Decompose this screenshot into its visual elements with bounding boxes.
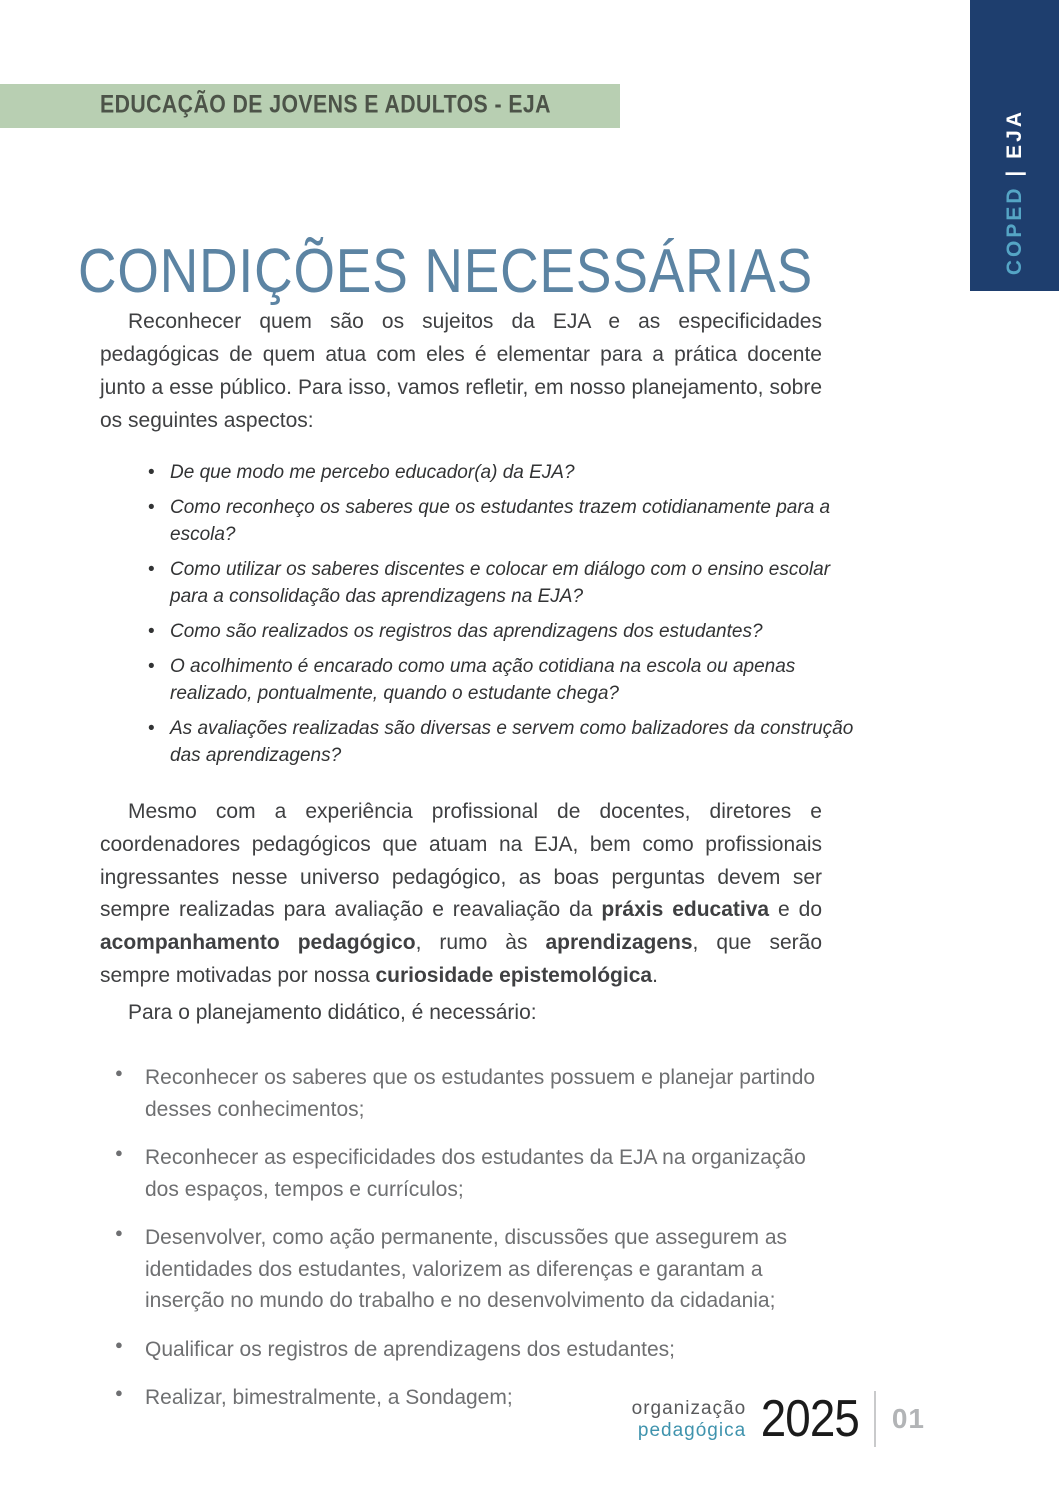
page-title: CONDIÇÕES NECESSÁRIAS	[78, 236, 814, 306]
side-tab-separator: |	[1002, 167, 1026, 177]
page-number: 01	[891, 1403, 925, 1434]
experience-paragraph: Mesmo com a experiência profissional de docentes, diretores e coordenadores pedagógicos que atuam na EJA, bem como profissionais ingressantes nesse universo pedagógico, as boas perguntas devem ser sempre realizadas para avaliação e reavaliação da práxis educativa e do acompanhamento pedagógico, rumo às aprendizagens, que serão sempre motivadas por nossa curiosidade epistemológica.	[100, 799, 822, 988]
requirement-item: ● Reconhecer os saberes que os estudantes possuem e planejar partindo desses conhecimentos;	[115, 1062, 822, 1125]
page-footer	[632, 1391, 925, 1447]
question-item: • As avaliações realizadas são diversas e servem como balizadores da construção das aprendizagens?	[148, 716, 860, 770]
question-item: • Como são realizados os registros das aprendizagens dos estudantes?	[148, 619, 860, 646]
question-item: • Como utilizar os saberes discentes e colocar em diálogo com o ensino escolar para a consolidação das aprendizagens na EJA?	[148, 557, 860, 611]
requirement-item: ● Desenvolver, como ação permanente, discussões que assegurem as identidades dos estudantes, valorizem as diferenças e garantam a inserção no mundo do trabalho e no desenvolvimento da cidadania;	[115, 1222, 822, 1317]
side-tab-eja: EJA	[1002, 108, 1026, 159]
section-banner	[0, 84, 620, 128]
question-item: • Como reconheço os saberes que os estudantes trazem cotidianamente para a escola?	[148, 495, 860, 549]
section-banner-label: EDUCAÇÃO DE JOVENS E ADULTOS - EJA	[100, 90, 551, 119]
footer-org-line2: pedagógica	[637, 1419, 747, 1441]
requirement-item: ● Reconhecer as especificidades dos estudantes da EJA na organização dos espaços, tempos e currículos;	[115, 1142, 822, 1205]
footer-year: 2025	[760, 1390, 860, 1448]
requirement-item: ● Realizar, bimestralmente, a Sondagem;	[115, 1382, 822, 1414]
intro-paragraph: Reconhecer quem são os sujeitos da EJA e as especificidades pedagógicas de quem atua com eles é elementar para a prática docente junto a esse público. Para isso, vamos refletir, em nosso planejamento, sobre os seguintes aspectos:	[100, 310, 822, 432]
side-tab-coped: COPED	[1002, 185, 1026, 275]
footer-org-line1: organização	[631, 1397, 747, 1419]
side-tab-label	[1003, 109, 1027, 275]
side-tab	[970, 0, 1059, 291]
planning-lead-in: Para o planejamento didático, é necessário:	[128, 1001, 537, 1025]
footer-divider	[874, 1391, 876, 1447]
planning-requirements-list	[115, 1062, 822, 1414]
footer-organization	[632, 1399, 747, 1440]
reflection-questions-list	[100, 460, 860, 770]
question-item: • De que modo me percebo educador(a) da EJA?	[148, 460, 860, 487]
question-item: • O acolhimento é encarado como uma ação cotidiana na escola ou apenas realizado, pontualmente, quando o estudante chega?	[148, 654, 860, 708]
requirement-item: ● Qualificar os registros de aprendizagens dos estudantes;	[115, 1334, 822, 1366]
